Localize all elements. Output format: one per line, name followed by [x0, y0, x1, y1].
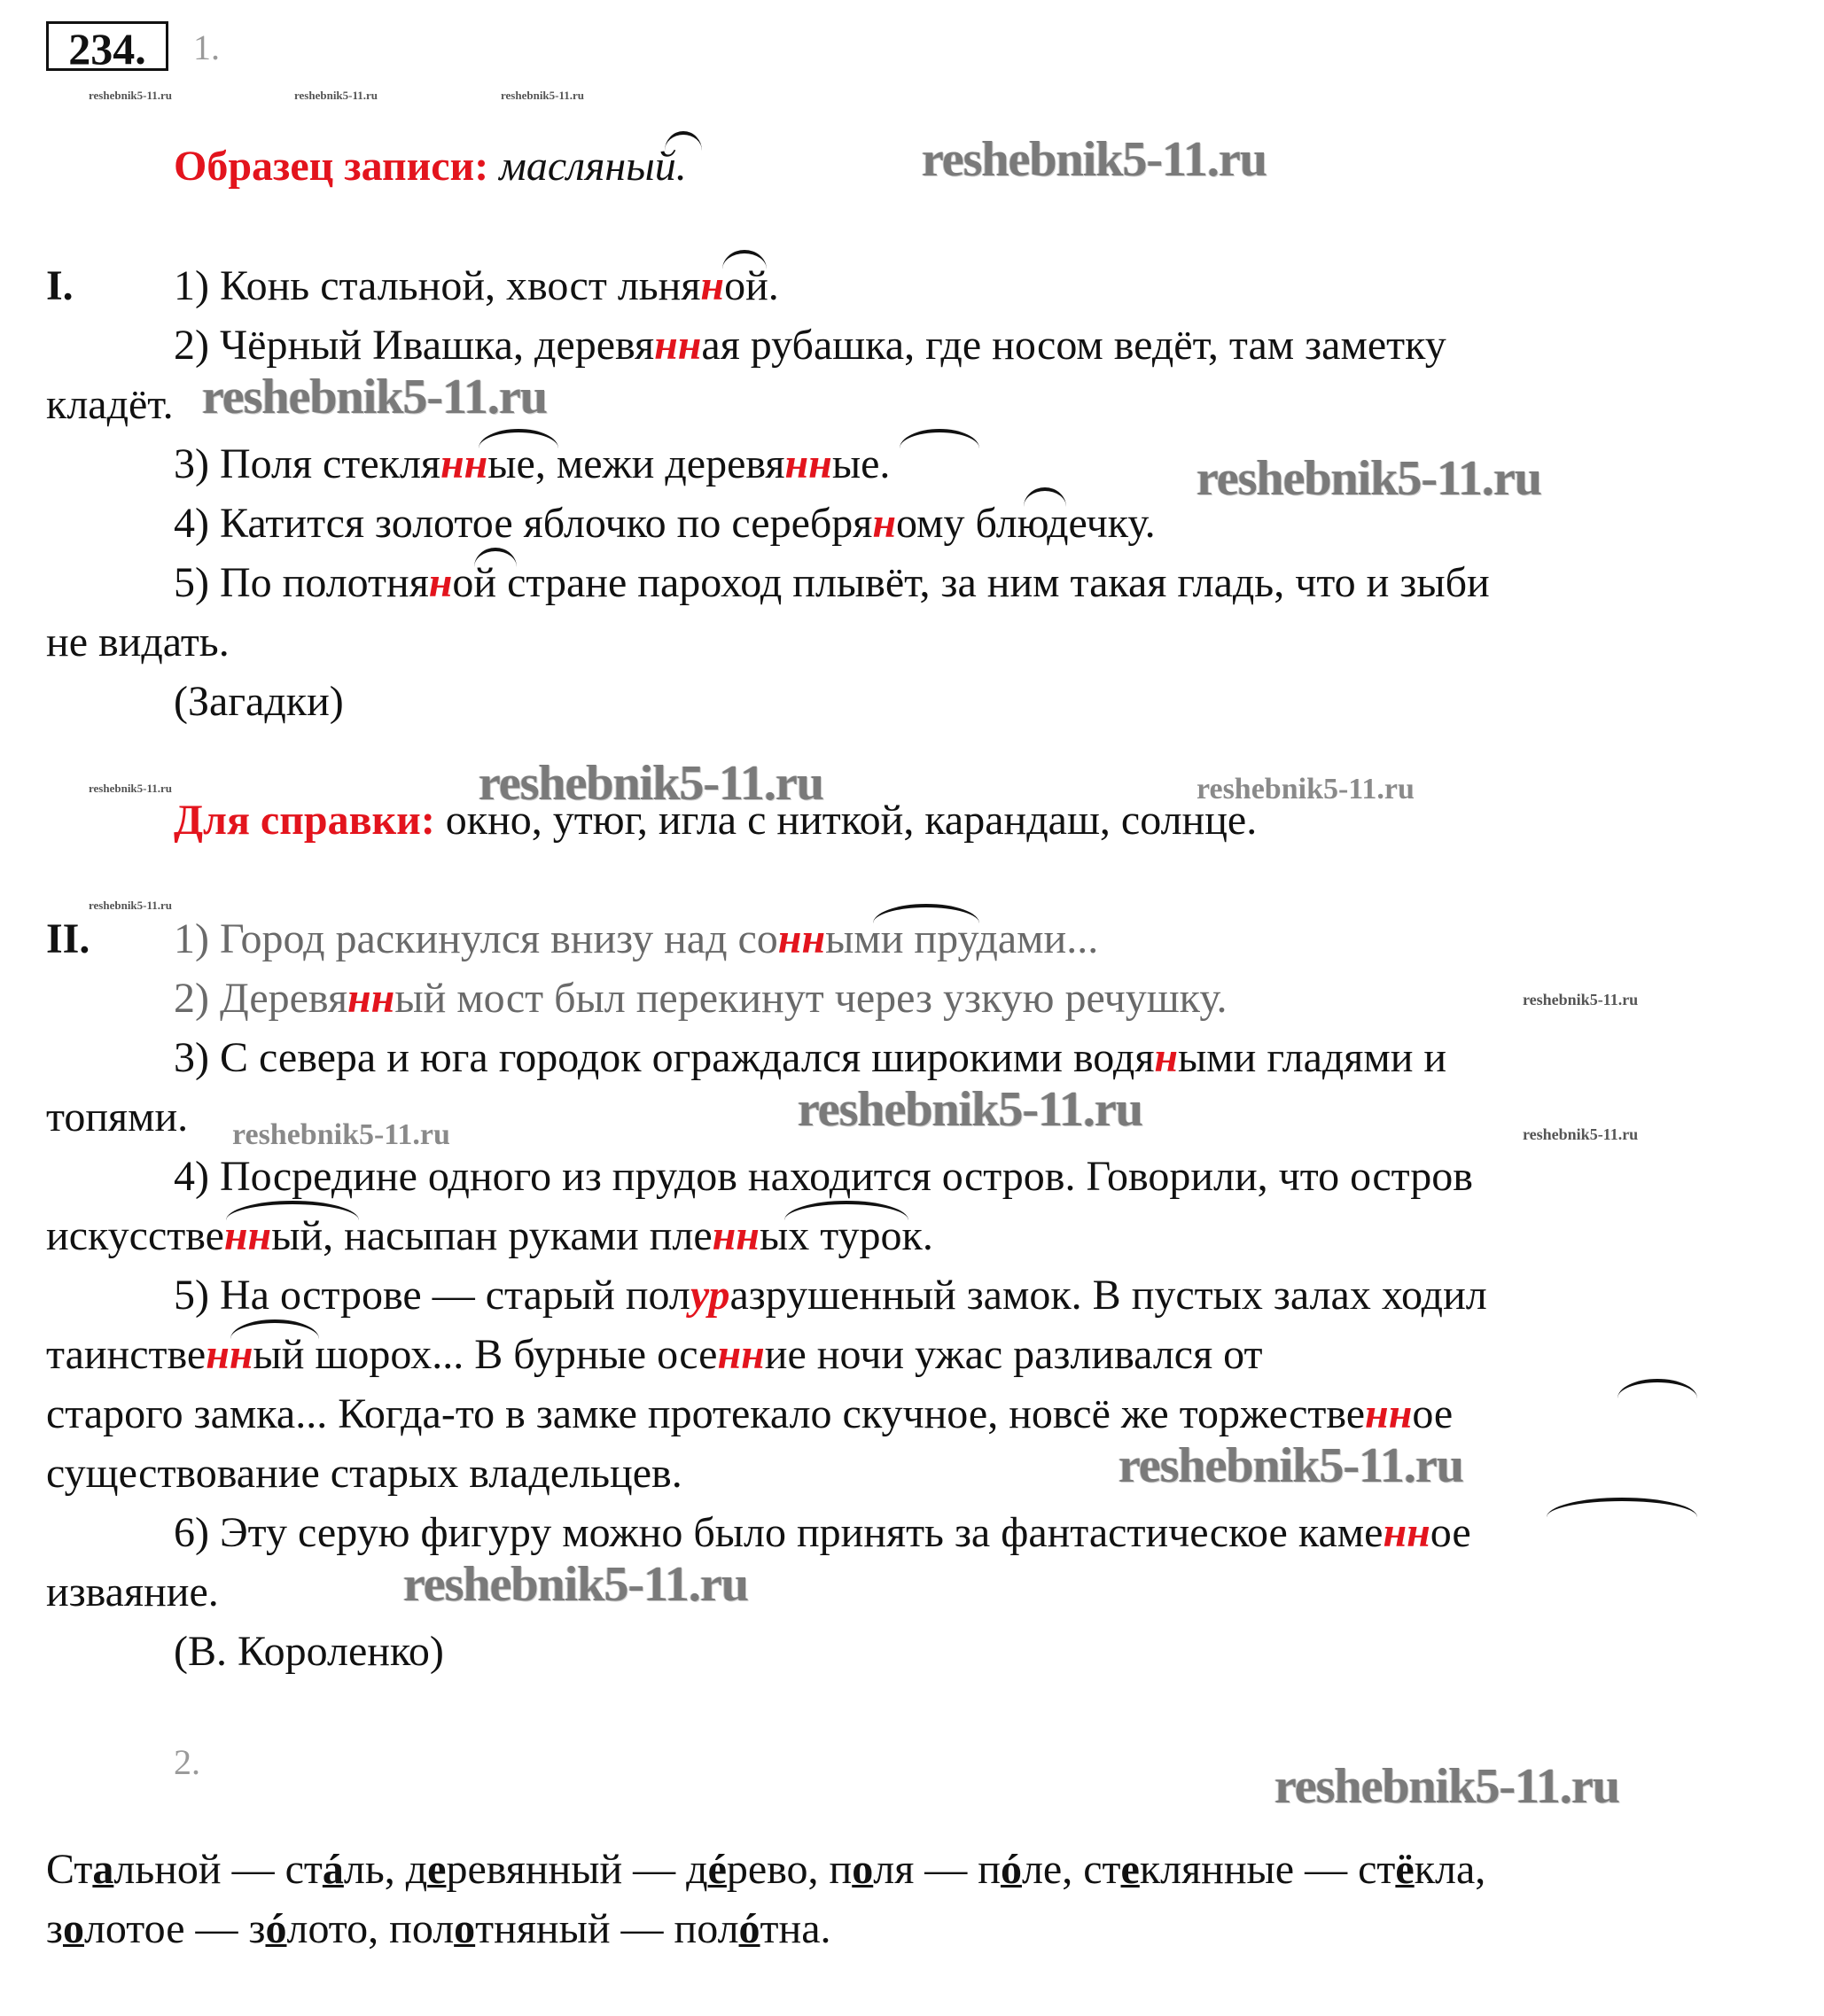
- suffix-arc-mark: [479, 429, 558, 448]
- watermark-small: reshebnik5-11.ru: [294, 89, 378, 102]
- suffix-nn: нн: [1383, 1509, 1430, 1556]
- suffix-nn: нн: [347, 975, 395, 1022]
- sample-line: [174, 137, 687, 196]
- text-line-5-cont3: существование старых владельцев.: [46, 1450, 682, 1497]
- part2-label: 2.: [174, 1742, 200, 1782]
- watermark: reshebnik5-11.ru: [1119, 1438, 1464, 1493]
- suffix-nn: нн: [1365, 1390, 1413, 1437]
- riddle-line-2: 2) Чёрный Ивашка, деревянная рубашка, где носом ведёт, там заметку: [174, 322, 1446, 369]
- suffix-n: н: [872, 500, 897, 547]
- suffix-nn: нн: [223, 1212, 272, 1259]
- watermark: reshebnik5-11.ru: [403, 1557, 749, 1612]
- part1-label: 1.: [193, 27, 220, 67]
- section-roman-2: II.: [46, 915, 90, 962]
- text-line-4-cont: искусственный, насыпан руками пленных турок.: [46, 1212, 933, 1259]
- text-line-6: 6) Эту серую фигуру можно было принять за фантастическое каменное: [174, 1509, 1471, 1556]
- watermark: reshebnik5-11.ru: [232, 1118, 450, 1151]
- text-line-4: 4) Посредине одного из прудов находится остров. Говорили, что остров: [174, 1153, 1473, 1200]
- text-line-6-cont: изваяние.: [46, 1568, 219, 1615]
- text-line-3: 3) С севера и юга городок ограждался широкими водяными гладями и: [174, 1034, 1447, 1081]
- watermark: reshebnik5-11.ru: [798, 1082, 1143, 1137]
- text-line-5: 5) На острове — старый полуразрушенный замок. В пустых залах ходил: [174, 1272, 1487, 1319]
- suffix-nn: нн: [440, 440, 488, 487]
- text-line-5-cont2: старого замка... Когда-то в замке протекало скучное, новсё же торжественное: [46, 1390, 1454, 1437]
- text-line-3-cont: топями.: [46, 1094, 189, 1140]
- section-roman-1: I.: [46, 262, 74, 309]
- suffix-n: н: [428, 559, 453, 606]
- watermark: reshebnik5-11.ru: [922, 132, 1267, 187]
- watermark: reshebnik5-11.ru: [1274, 1759, 1620, 1814]
- riddle-line-5-cont: не видать.: [46, 619, 230, 666]
- part2-line-1: Стальной — стáль, деревянный — дéрево, поля — пóле, стеклянные — стёкла,: [46, 1846, 1486, 1893]
- suffix-arc-mark: [900, 429, 979, 448]
- sample-word: масляный.: [499, 143, 687, 190]
- text-source: (В. Короленко): [174, 1628, 444, 1675]
- suffix-arc-mark: [722, 250, 767, 269]
- watermark-small: reshebnik5-11.ru: [89, 782, 173, 795]
- watermark-small: reshebnik5-11.ru: [89, 89, 173, 102]
- riddle-line-1: 1) Конь стальной, хвост льняной.: [174, 262, 779, 309]
- suffix-nn: нн: [777, 915, 826, 962]
- part2-line-2: золотое — зóлото, полотняный — полóтна.: [46, 1905, 831, 1952]
- watermark: reshebnik5-11.ru: [202, 370, 548, 424]
- riddle-line-5: 5) По полотняной стране пароход плывёт, за ним такая гладь, что и зыби: [174, 559, 1490, 606]
- suffix-arc-mark: [1024, 487, 1066, 507]
- suffix-n: н: [1154, 1034, 1179, 1081]
- suffix-nn: нн: [206, 1331, 253, 1378]
- watermark: reshebnik5-11.ru: [479, 756, 824, 811]
- reference-line: [174, 791, 1257, 850]
- reference-text: окно, утюг, игла с ниткой, карандаш, солнце.: [445, 797, 1258, 844]
- sample-label: Образец записи:: [174, 143, 489, 190]
- watermark: reshebnik5-11.ru: [1197, 451, 1542, 506]
- suffix-nn: нн: [784, 440, 832, 487]
- suffix-arc-mark: [1617, 1379, 1697, 1398]
- suffix-nn: нн: [717, 1331, 765, 1378]
- text-line-5-cont: таинственный шорох... В бурные осенние ночи ужас разливался от: [46, 1331, 1263, 1378]
- suffix-nn: нн: [712, 1212, 760, 1259]
- riddles-source: (Загадки): [174, 678, 344, 725]
- riddle-line-2-cont: кладёт.: [46, 381, 174, 428]
- riddle-line-3: 3) Поля стеклянные, межи деревянные.: [174, 440, 891, 487]
- exercise-number: 234.: [46, 21, 168, 71]
- reference-label: Для справки:: [174, 797, 435, 844]
- watermark-small: reshebnik5-11.ru: [89, 899, 173, 912]
- text-line-2: 2) Деревянный мост был перекинут через узкую речушку.: [174, 975, 1228, 1022]
- prefix-ur: ур: [690, 1272, 730, 1319]
- watermark-small: reshebnik5-11.ru: [1523, 1125, 1639, 1143]
- text-line-1: 1) Город раскинулся внизу над сонными прудами...: [174, 915, 1099, 962]
- suffix-arc-mark: [665, 131, 702, 151]
- riddle-line-4: 4) Катится золотое яблочко по серебряному блюдечку.: [174, 500, 1156, 547]
- watermark-small: reshebnik5-11.ru: [501, 89, 585, 102]
- suffix-arc-mark: [873, 904, 979, 923]
- suffix-n: н: [700, 262, 725, 309]
- watermark-small: reshebnik5-11.ru: [1523, 991, 1639, 1008]
- suffix-arc-mark: [1547, 1498, 1697, 1517]
- suffix-nn: нн: [654, 322, 702, 369]
- watermark: reshebnik5-11.ru: [1197, 773, 1415, 806]
